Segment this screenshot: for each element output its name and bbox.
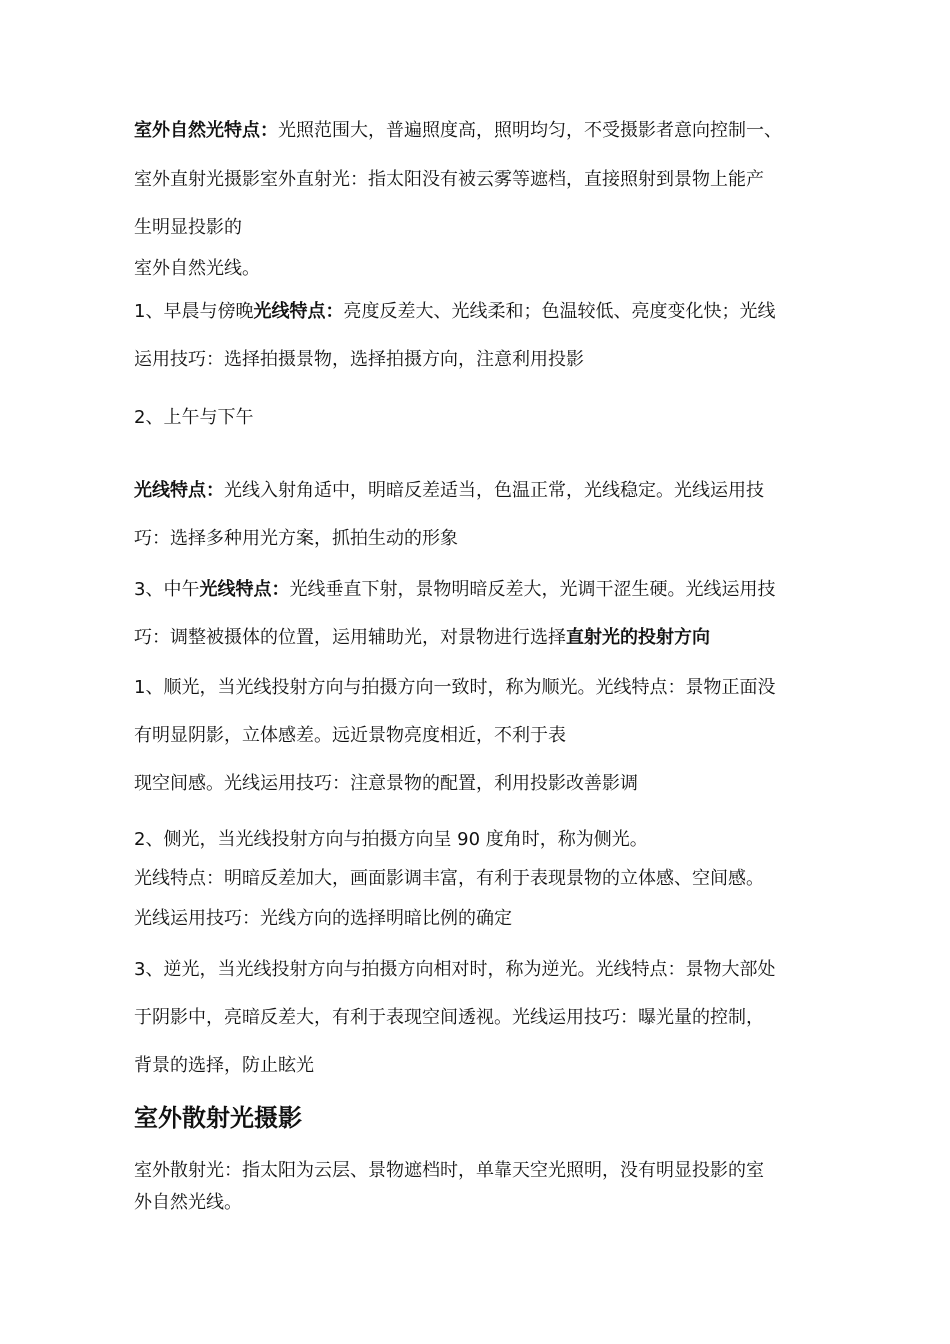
paragraph-line (134, 480, 824, 502)
line-text: 2、侧光，当光线投射方向与拍摄方向呈 90 度角时，称为侧光。 (134, 829, 648, 850)
line-text: 光线特点：明暗反差加大，画面影调丰富，有利于表现景物的立体感、空间感。 (134, 868, 764, 889)
line-text: 光线入射角适中，明暗反差适当，色温正常，光线稳定。光线运用技 (224, 480, 764, 501)
line-text: 2、上午与下午 (134, 407, 254, 428)
paragraph-line (134, 579, 824, 601)
paragraph-line (134, 677, 824, 699)
line-text: 光线运用技巧：光线方向的选择明暗比例的确定 (134, 908, 512, 929)
line-text: 运用技巧：选择拍摄景物，选择拍摄方向，注意利用投影 (134, 349, 584, 370)
line-text: 室外直射光摄影室外直射光：指太阳没有被云雾等遮档，直接照射到景物上能产 (134, 169, 764, 190)
bold-term: 光线特点： (134, 480, 224, 501)
line-text: 现空间感。光线运用技巧：注意景物的配置，利用投影改善影调 (134, 773, 638, 794)
paragraph-line (134, 120, 824, 142)
bold-term: 光线特点： (253, 301, 344, 322)
paragraph-line (134, 258, 824, 280)
paragraph-line (134, 725, 824, 747)
paragraph-line (134, 169, 824, 191)
paragraph-line (134, 908, 824, 930)
line-prefix: 1、早晨与傍晚 (134, 301, 254, 322)
paragraph-line (134, 959, 824, 981)
line-text: 3、逆光，当光线投射方向与拍摄方向相对时，称为逆光。光线特点：景物大部处 (134, 959, 776, 980)
paragraph-line (134, 1007, 824, 1029)
line-prefix: 3、中午 (134, 579, 200, 600)
line-text: 生明显投影的 (134, 217, 242, 238)
bold-term: 光线特点： (199, 579, 290, 600)
line-text: 巧：选择多种用光方案，抓拍生动的形象 (134, 528, 458, 549)
paragraph-line (134, 1055, 824, 1077)
line-text: 室外自然光线。 (134, 258, 260, 279)
paragraph-line (134, 1192, 824, 1214)
line-text: 1、顺光，当光线投射方向与拍摄方向一致时，称为顺光。光线特点：景物正面没 (134, 677, 776, 698)
paragraph-line (134, 528, 824, 550)
bold-term: 室外自然光特点： (134, 120, 278, 141)
bold-term: 直射光的投射方向 (566, 627, 710, 648)
line-text: 背景的选择，防止眩光 (134, 1055, 314, 1076)
paragraph-line (134, 627, 824, 649)
paragraph-line (134, 1160, 824, 1182)
line-text: 巧：调整被摄体的位置，运用辅助光，对景物进行选择 (134, 627, 566, 648)
paragraph-line (134, 407, 824, 429)
paragraph-line (134, 868, 824, 890)
paragraph-line (134, 829, 824, 851)
paragraph-line (134, 773, 824, 795)
section-heading: 室外散射光摄影 (134, 1104, 302, 1132)
line-text: 室外散射光：指太阳为云层、景物遮档时，单靠天空光照明，没有明显投影的室 (134, 1160, 764, 1181)
paragraph-line (134, 349, 824, 371)
line-text: 外自然光线。 (134, 1192, 242, 1213)
line-text: 光照范围大，普遍照度高，照明均匀，不受摄影者意向控制一、 (278, 120, 782, 141)
paragraph-line (134, 217, 824, 239)
line-text: 于阴影中，亮暗反差大，有利于表现空间透视。光线运用技巧：曝光量的控制， (134, 1007, 764, 1028)
paragraph-line (134, 301, 824, 323)
line-text: 光线垂直下射，景物明暗反差大，光调干涩生硬。光线运用技 (289, 579, 776, 600)
line-text: 亮度反差大、光线柔和；色温较低、亮度变化快；光线 (343, 301, 776, 322)
line-text: 有明显阴影，立体感差。远近景物亮度相近，不利于表 (134, 725, 566, 746)
